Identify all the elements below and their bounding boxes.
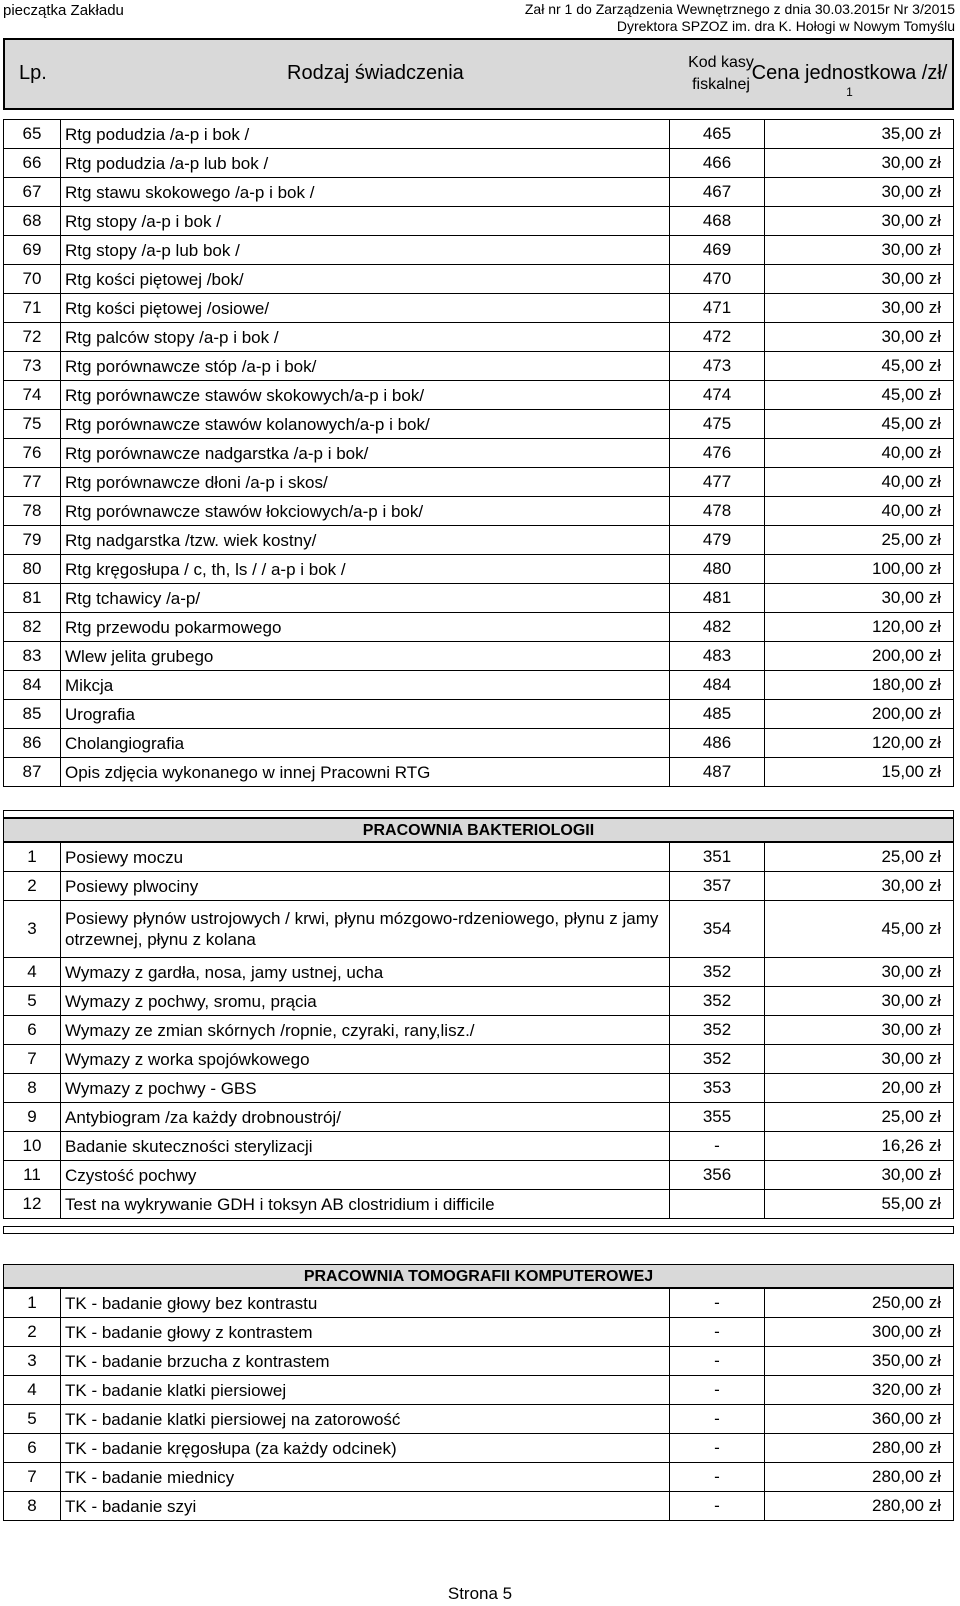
row-service-name: TK - badanie kręgosłupa (za każdy odcinek) [65,1438,397,1458]
row-fiscal-code: 481 [669,584,765,612]
row-service-name: Rtg kręgosłupa / c, th, ls / / a-p i bok / [65,559,346,579]
row-unit-price: 200,00 zł [764,700,954,728]
row-unit-price: 45,00 zł [764,381,954,409]
row-unit-price: 360,00 zł [764,1405,954,1433]
row-service-name: Rtg nadgarstka /tzw. wiek kostny/ [65,530,317,550]
row-fiscal-code: - [669,1405,765,1433]
row-unit-price: 30,00 zł [764,987,954,1015]
row-unit-price: 30,00 zł [764,1045,954,1073]
row-unit-price: 15,00 zł [764,758,954,786]
row-service-name: TK - badanie klatki piersiowej [65,1380,287,1400]
row-fiscal-code: - [669,1463,765,1491]
table-row [3,1433,954,1463]
row-fiscal-code: 484 [669,671,765,699]
row-number: 8 [3,1074,61,1102]
table-row [3,438,954,468]
section-spacer [3,810,954,818]
section-title-bakteriologia: PRACOWNIA BAKTERIOLOGII [3,818,954,842]
cena-footnote: 1 [846,85,853,99]
row-service-name: Wymazy z pochwy - GBS [65,1078,257,1098]
row-unit-price: 30,00 zł [764,584,954,612]
row-unit-price: 30,00 zł [764,323,954,351]
document-reference [525,1,955,35]
row-number: 72 [3,323,61,351]
row-number: 74 [3,381,61,409]
row-number: 7 [3,1045,61,1073]
table-row [3,1375,954,1405]
row-number: 86 [3,729,61,757]
table-row [3,670,954,700]
table-row [3,1044,954,1074]
row-number: 1 [3,843,61,871]
row-fiscal-code: 483 [669,642,765,670]
table-row [3,1491,954,1521]
row-number: 65 [3,120,61,148]
row-unit-price: 300,00 zł [764,1318,954,1346]
row-unit-price: 250,00 zł [764,1289,954,1317]
row-unit-price: 280,00 zł [764,1492,954,1520]
row-fiscal-code: 353 [669,1074,765,1102]
row-fiscal-code: 479 [669,526,765,554]
row-number: 7 [3,1463,61,1491]
table-row [3,1462,954,1492]
row-service-name: Rtg porównawcze nadgarstka /a-p i bok/ [65,443,369,463]
row-unit-price: 30,00 zł [764,294,954,322]
row-fiscal-code: 477 [669,468,765,496]
table-row [3,757,954,787]
table-row [3,351,954,381]
row-fiscal-code: 354 [669,901,765,957]
row-unit-price: 20,00 zł [764,1074,954,1102]
row-fiscal-code: 355 [669,1103,765,1131]
row-unit-price: 30,00 zł [764,178,954,206]
row-unit-price: 45,00 zł [764,901,954,957]
table-row [3,206,954,236]
row-unit-price: 25,00 zł [764,526,954,554]
row-service-name: Cholangiografia [65,733,185,753]
row-service-name: Rtg stopy /a-p lub bok / [65,240,240,260]
row-number: 3 [3,1347,61,1375]
table-row [3,380,954,410]
row-number: 1 [3,1289,61,1317]
row-number: 12 [3,1190,61,1218]
table-row [3,699,954,729]
table-row [3,496,954,526]
table-row [3,148,954,178]
row-unit-price: 40,00 zł [764,468,954,496]
row-service-name: TK - badanie miednicy [65,1467,235,1487]
table-row [3,1288,954,1318]
table-row [3,1346,954,1376]
row-service-name: Wymazy z gardła, nosa, jamy ustnej, ucha [65,962,384,982]
row-fiscal-code: 473 [669,352,765,380]
row-service-name: Rtg stawu skokowego /a-p i bok / [65,182,315,202]
row-unit-price: 45,00 zł [764,352,954,380]
row-service-name: Rtg przewodu pokarmowego [65,617,282,637]
row-number: 73 [3,352,61,380]
row-service-name: TK - badanie głowy bez kontrastu [65,1293,318,1313]
row-unit-price: 16,26 zł [764,1132,954,1160]
row-fiscal-code: 478 [669,497,765,525]
row-fiscal-code: - [669,1289,765,1317]
row-service-name: Rtg porównawcze stawów skokowych/a-p i bok/ [65,385,425,405]
row-number: 5 [3,1405,61,1433]
cena-label: Cena jednostkowa /zł/ [751,62,948,84]
row-service-name: Rtg porównawcze dłoni /a-p i skos/ [65,472,328,492]
table-row [3,986,954,1016]
row-service-name: Rtg porównawcze stawów kolanowych/a-p i bok/ [65,414,430,434]
row-number: 10 [3,1132,61,1160]
row-number: 85 [3,700,61,728]
table-row [3,641,954,671]
table-header [3,38,954,110]
row-service-name: Rtg podudzia /a-p lub bok / [65,153,269,173]
row-unit-price: 35,00 zł [764,120,954,148]
column-header-rodzaj: Rodzaj świadczenia [287,62,464,84]
row-service-name: Mikcja [65,675,114,695]
row-unit-price: 280,00 zł [764,1463,954,1491]
row-unit-price: 350,00 zł [764,1347,954,1375]
row-service-name: Rtg palców stopy /a-p i bok / [65,327,279,347]
table-row [3,900,954,958]
row-service-name: TK - badanie głowy z kontrastem [65,1322,313,1342]
reference-line-2: Dyrektora SPZOZ im. dra K. Hołogi w Nowym Tomyślu [616,18,955,34]
row-number: 77 [3,468,61,496]
table-row [3,293,954,323]
row-number: 80 [3,555,61,583]
table-row [3,871,954,901]
row-unit-price: 120,00 zł [764,613,954,641]
table-row [3,1073,954,1103]
column-header-lp: Lp. [19,62,47,84]
row-service-name: Rtg stopy /a-p i bok / [65,211,221,231]
table-row [3,728,954,758]
row-fiscal-code [669,1190,765,1218]
row-fiscal-code: 352 [669,1045,765,1073]
row-number: 2 [3,1318,61,1346]
row-unit-price: 30,00 zł [764,207,954,235]
row-number: 84 [3,671,61,699]
row-unit-price: 30,00 zł [764,958,954,986]
table-row [3,264,954,294]
row-unit-price: 40,00 zł [764,497,954,525]
row-unit-price: 320,00 zł [764,1376,954,1404]
row-fiscal-code: 468 [669,207,765,235]
row-number: 4 [3,1376,61,1404]
section-title-tomografia: PRACOWNIA TOMOGRAFII KOMPUTEROWEJ [3,1264,954,1288]
row-unit-price: 45,00 zł [764,410,954,438]
kod-line-2: fiskalnej [692,76,750,93]
row-number: 4 [3,958,61,986]
section-spacer [3,1226,954,1234]
row-service-name: Wlew jelita grubego [65,646,214,666]
row-service-name: TK - badanie klatki piersiowej na zatorowość [65,1409,401,1429]
table-row [3,1160,954,1190]
table-row [3,119,954,149]
row-fiscal-code: 486 [669,729,765,757]
table-row [3,467,954,497]
row-fiscal-code: 472 [669,323,765,351]
row-unit-price: 25,00 zł [764,843,954,871]
table-row [3,1102,954,1132]
row-service-name: TK - badanie brzucha z kontrastem [65,1351,330,1371]
table-row [3,322,954,352]
row-unit-price: 30,00 zł [764,1161,954,1189]
row-number: 9 [3,1103,61,1131]
row-unit-price: 180,00 zł [764,671,954,699]
table-row [3,409,954,439]
column-header-cena [747,62,952,110]
row-fiscal-code: 467 [669,178,765,206]
row-number: 67 [3,178,61,206]
row-service-name: Test na wykrywanie GDH i toksyn AB clostridium i difficile [65,1194,495,1214]
row-service-name: Posiewy plwociny [65,876,199,896]
row-unit-price: 30,00 zł [764,236,954,264]
row-fiscal-code: 357 [669,872,765,900]
row-service-name: Wymazy z pochwy, sromu, prącia [65,991,317,1011]
row-fiscal-code: 465 [669,120,765,148]
table-row [3,583,954,613]
row-service-name: Posiewy moczu [65,847,184,867]
row-fiscal-code: 356 [669,1161,765,1189]
row-fiscal-code: - [669,1492,765,1520]
table-row [3,1189,954,1219]
table-row [3,525,954,555]
row-service-name: Wymazy z worka spojówkowego [65,1049,310,1069]
table-row [3,1317,954,1347]
row-service-name: Rtg porównawcze stawów łokciowych/a-p i bok/ [65,501,424,521]
row-service-name: Rtg tchawicy /a-p/ [65,588,201,608]
row-number: 8 [3,1492,61,1520]
row-fiscal-code: - [669,1376,765,1404]
row-service-name: TK - badanie szyi [65,1496,197,1516]
row-fiscal-code: - [669,1132,765,1160]
row-fiscal-code: 482 [669,613,765,641]
row-unit-price: 120,00 zł [764,729,954,757]
row-fiscal-code: 487 [669,758,765,786]
row-fiscal-code: 471 [669,294,765,322]
kod-line-1: Kod kasy [688,54,754,71]
row-number: 66 [3,149,61,177]
row-fiscal-code: - [669,1434,765,1462]
stamp-label: pieczątka Zakładu [3,2,124,19]
row-fiscal-code: 475 [669,410,765,438]
table-row [3,1404,954,1434]
row-service-name: Urografia [65,704,135,724]
row-unit-price: 30,00 zł [764,149,954,177]
row-fiscal-code: 480 [669,555,765,583]
row-fiscal-code: 476 [669,439,765,467]
row-unit-price: 25,00 zł [764,1103,954,1131]
row-service-name: Opis zdjęcia wykonanego w innej Pracowni RTG [65,762,431,782]
row-service-name: Posiewy płynów ustrojowych / krwi, płynu mózgowo-rdzeniowego, płynu z jamy otrzewnej, płynu z kolana [65,909,659,949]
row-service-name: Rtg podudzia /a-p i bok / [65,124,250,144]
row-unit-price: 30,00 zł [764,265,954,293]
row-service-name: Czystość pochwy [65,1165,197,1185]
table-row [3,1015,954,1045]
row-unit-price: 30,00 zł [764,1016,954,1044]
row-number: 75 [3,410,61,438]
table-row [3,235,954,265]
row-fiscal-code: 466 [669,149,765,177]
row-unit-price: 200,00 zł [764,642,954,670]
row-fiscal-code: 352 [669,1016,765,1044]
row-fiscal-code: 469 [669,236,765,264]
row-number: 68 [3,207,61,235]
row-number: 78 [3,497,61,525]
row-number: 76 [3,439,61,467]
row-fiscal-code: 351 [669,843,765,871]
page-number: Strona 5 [447,1584,513,1603]
row-unit-price: 30,00 zł [764,872,954,900]
reference-line-1: Zał nr 1 do Zarządzenia Wewnętrznego z dnia 30.03.2015r Nr 3/2015 [524,1,955,17]
row-number: 79 [3,526,61,554]
row-fiscal-code: 352 [669,958,765,986]
table-row [3,957,954,987]
row-fiscal-code: 474 [669,381,765,409]
row-number: 71 [3,294,61,322]
row-unit-price: 40,00 zł [764,439,954,467]
row-fiscal-code: - [669,1318,765,1346]
row-number: 6 [3,1016,61,1044]
row-service-name: Rtg porównawcze stóp /a-p i bok/ [65,356,317,376]
row-number: 82 [3,613,61,641]
row-number: 6 [3,1434,61,1462]
row-service-name: Rtg kości piętowej /osiowe/ [65,298,270,318]
row-number: 87 [3,758,61,786]
row-number: 81 [3,584,61,612]
table-row [3,842,954,872]
table-row [3,177,954,207]
row-number: 2 [3,872,61,900]
row-fiscal-code: - [669,1347,765,1375]
row-number: 3 [3,901,61,957]
row-number: 70 [3,265,61,293]
row-service-name: Badanie skuteczności sterylizacji [65,1136,313,1156]
table-row [3,1131,954,1161]
row-service-name: Antybiogram /za każdy drobnoustrój/ [65,1107,341,1127]
row-number: 11 [3,1161,61,1189]
row-service-name: Rtg kości piętowej /bok/ [65,269,244,289]
row-unit-price: 280,00 zł [764,1434,954,1462]
row-unit-price: 100,00 zł [764,555,954,583]
table-row [3,554,954,584]
row-fiscal-code: 470 [669,265,765,293]
table-row [3,612,954,642]
row-number: 83 [3,642,61,670]
row-fiscal-code: 485 [669,700,765,728]
row-number: 69 [3,236,61,264]
row-fiscal-code: 352 [669,987,765,1015]
row-unit-price: 55,00 zł [764,1190,954,1218]
row-service-name: Wymazy ze zmian skórnych /ropnie, czyraki, rany,lisz./ [65,1020,475,1040]
row-number: 5 [3,987,61,1015]
